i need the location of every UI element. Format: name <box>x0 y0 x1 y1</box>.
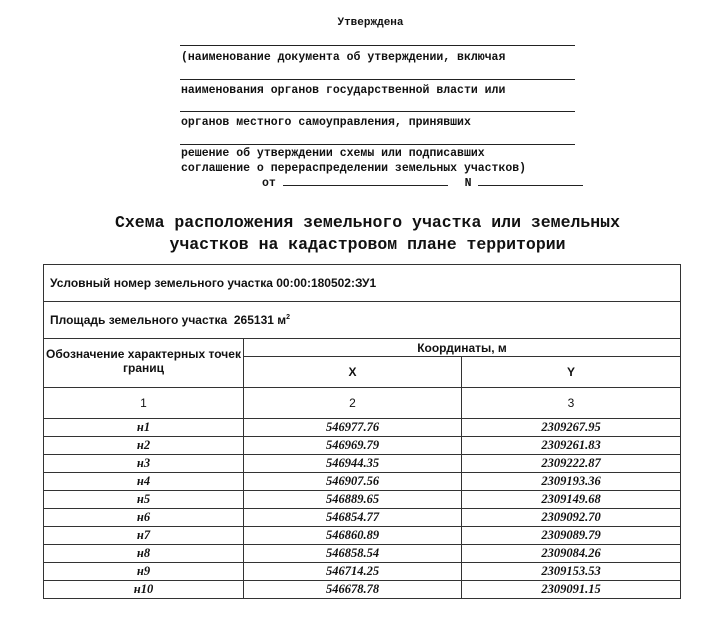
x-cell: 546969.79 <box>244 437 462 455</box>
number-blank <box>478 185 583 186</box>
y-cell: 2309261.83 <box>462 437 681 455</box>
table-row <box>44 419 681 437</box>
approval-blank-line <box>180 45 575 46</box>
y-header: Y <box>462 357 681 388</box>
x-cell: 546944.35 <box>244 455 462 473</box>
coordinates-header: Координаты, м <box>244 339 681 357</box>
point-cell: н2 <box>44 437 244 455</box>
document-title <box>0 212 701 256</box>
point-cell: н4 <box>44 473 244 491</box>
approval-text-line: органов местного самоуправления, принявших <box>181 116 471 129</box>
table-row <box>44 437 681 455</box>
table-row <box>44 581 681 599</box>
x-cell: 546977.76 <box>244 419 462 437</box>
approval-text-line: наименования органов государственной власти или <box>181 84 506 97</box>
y-cell: 2309153.53 <box>462 563 681 581</box>
y-cell: 2309267.95 <box>462 419 681 437</box>
approval-text-line: (наименование документа об утверждении, включая <box>181 51 506 64</box>
approval-blank-line <box>180 111 575 112</box>
y-cell: 2309092.70 <box>462 509 681 527</box>
area-unit-superscript: 2 <box>286 314 291 321</box>
area-cell <box>44 302 681 339</box>
approval-blank-line <box>180 79 575 80</box>
column-number: 2 <box>244 388 462 419</box>
x-cell: 546714.25 <box>244 563 462 581</box>
point-cell: н7 <box>44 527 244 545</box>
x-cell: 546858.54 <box>244 545 462 563</box>
table-row <box>44 563 681 581</box>
x-cell: 546907.56 <box>244 473 462 491</box>
y-cell: 2309149.68 <box>462 491 681 509</box>
table-row <box>44 509 681 527</box>
table-row <box>44 527 681 545</box>
point-cell: н5 <box>44 491 244 509</box>
number-prefix: N <box>464 177 472 190</box>
x-cell: 546860.89 <box>244 527 462 545</box>
conditional-number-value: 00:00:180502:ЗУ1 <box>276 276 377 290</box>
conditional-number-label: Условный номер земельного участка <box>50 276 273 290</box>
table-row <box>44 473 681 491</box>
approval-blank-line <box>180 144 575 145</box>
title-line: Схема расположения земельного участка или земельных <box>115 213 620 232</box>
approval-text-line: соглашение о перераспределении земельных участков) <box>181 162 527 175</box>
y-cell: 2309222.87 <box>462 455 681 473</box>
title-line: участков на кадастровом плане территории <box>169 235 566 254</box>
area-value: 265131 м <box>233 313 287 327</box>
date-prefix: от <box>262 177 276 190</box>
point-cell: н10 <box>44 581 244 599</box>
point-cell: н6 <box>44 509 244 527</box>
area-label: Площадь земельного участка <box>50 313 228 327</box>
y-cell: 2309193.36 <box>462 473 681 491</box>
conditional-number-cell <box>44 265 681 302</box>
table-row <box>44 545 681 563</box>
y-cell: 2309084.26 <box>462 545 681 563</box>
column-number: 1 <box>44 388 244 419</box>
approval-text-line: решение об утверждении схемы или подписавших <box>181 147 485 160</box>
x-cell: 546678.78 <box>244 581 462 599</box>
approval-date-line <box>262 177 583 190</box>
x-cell: 546889.65 <box>244 491 462 509</box>
point-cell: н8 <box>44 545 244 563</box>
x-cell: 546854.77 <box>244 509 462 527</box>
designation-header: Обозначение характерных точек границ <box>44 339 244 388</box>
point-cell: н9 <box>44 563 244 581</box>
coordinates-table <box>43 264 681 599</box>
table-row <box>44 455 681 473</box>
y-cell: 2309089.79 <box>462 527 681 545</box>
point-cell: н1 <box>44 419 244 437</box>
column-number: 3 <box>462 388 681 419</box>
approval-heading: Утверждена <box>337 17 404 29</box>
table-row <box>44 491 681 509</box>
x-header: X <box>244 357 462 388</box>
point-cell: н3 <box>44 455 244 473</box>
y-cell: 2309091.15 <box>462 581 681 599</box>
date-blank <box>283 185 448 186</box>
